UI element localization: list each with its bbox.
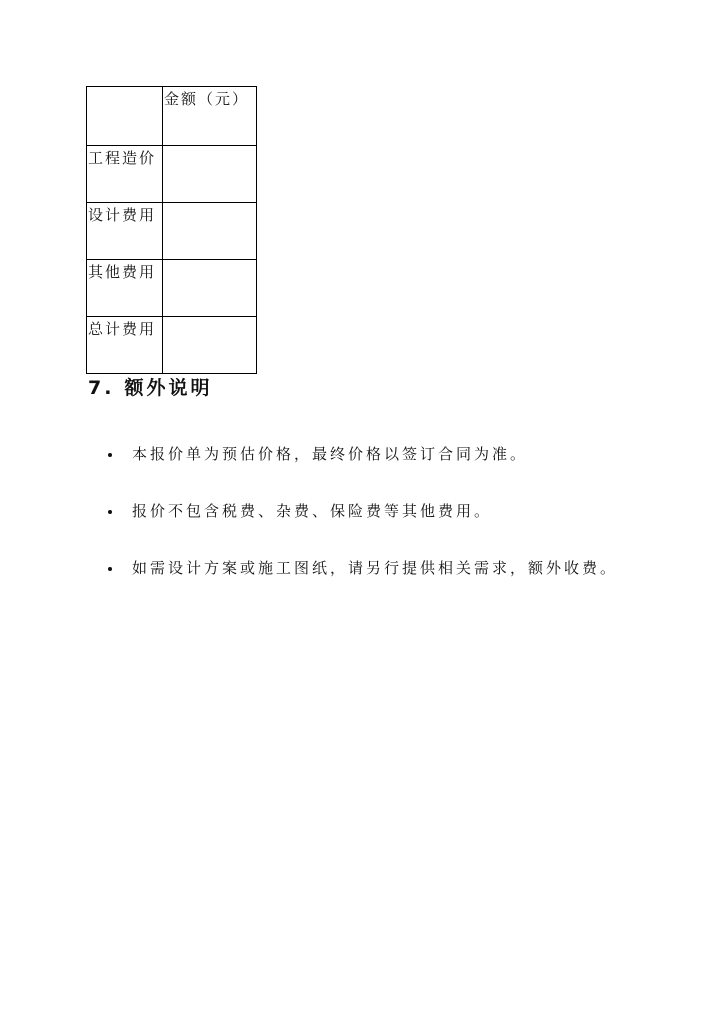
table-row xyxy=(87,260,257,317)
list-item xyxy=(106,440,626,468)
bullet-dot-icon xyxy=(108,453,112,457)
table-row xyxy=(87,317,257,374)
row-amount xyxy=(163,146,257,203)
bullet-dot-icon xyxy=(108,510,112,514)
row-label: 总计费用 xyxy=(87,317,163,374)
row-label: 其他费用 xyxy=(87,260,163,317)
header-cell-blank xyxy=(87,87,163,146)
row-label: 工程造价 xyxy=(87,146,163,203)
list-item xyxy=(106,497,626,525)
table-header-row xyxy=(87,87,257,146)
section-heading xyxy=(88,374,212,402)
bullet-dot-icon xyxy=(108,567,112,571)
note-text: 本报价单为预估价格，最终价格以签订合同为准。 xyxy=(132,445,529,463)
notes-list xyxy=(106,440,626,625)
section-title: 额外说明 xyxy=(124,377,213,399)
list-item xyxy=(106,540,626,596)
note-text: 如需设计方案或施工图纸，请另行提供相关需求，额外收费。 xyxy=(132,559,619,577)
table-row xyxy=(87,146,257,203)
row-label: 设计费用 xyxy=(87,203,163,260)
header-cell-amount: 金额（元） xyxy=(163,87,257,146)
fee-table xyxy=(86,86,257,374)
row-amount xyxy=(163,260,257,317)
row-amount xyxy=(163,203,257,260)
table-row xyxy=(87,203,257,260)
note-text: 报价不包含税费、杂费、保险费等其他费用。 xyxy=(132,502,493,520)
section-number: 7. xyxy=(88,377,115,399)
row-amount xyxy=(163,317,257,374)
